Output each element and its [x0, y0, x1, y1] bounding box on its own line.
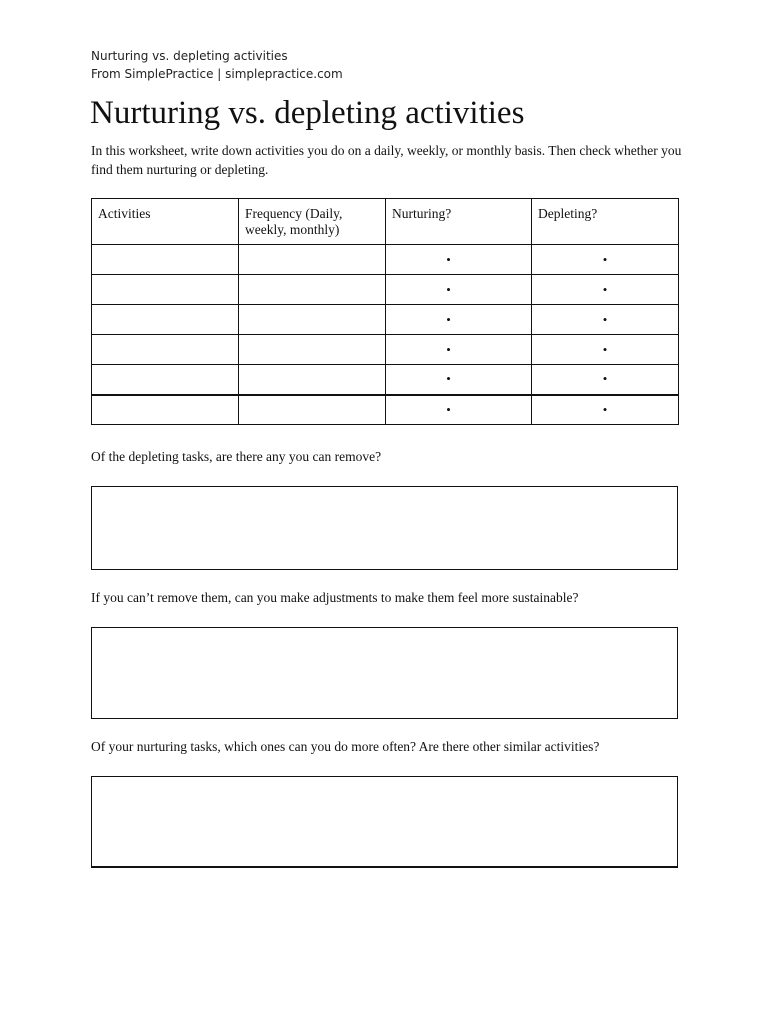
column-header-frequency: Frequency (Daily, weekly, monthly): [239, 199, 386, 245]
activity-cell[interactable]: [92, 245, 239, 275]
depleting-bullet[interactable]: •: [532, 275, 679, 305]
column-header-nurturing: Nurturing?: [386, 199, 532, 245]
activities-table: [91, 198, 679, 425]
table-row: [92, 335, 679, 365]
depleting-bullet[interactable]: •: [532, 365, 679, 395]
nurturing-bullet[interactable]: •: [386, 245, 532, 275]
activity-cell[interactable]: [92, 305, 239, 335]
table-row: [92, 305, 679, 335]
answer-box-nurturing-more[interactable]: [91, 776, 678, 868]
activity-cell[interactable]: [92, 365, 239, 395]
depleting-bullet[interactable]: •: [532, 305, 679, 335]
nurturing-bullet[interactable]: •: [386, 275, 532, 305]
nurturing-bullet[interactable]: •: [386, 335, 532, 365]
frequency-cell[interactable]: [239, 365, 386, 395]
header-title: Nurturing vs. depleting activities: [91, 49, 288, 63]
answer-box-remove-depleting[interactable]: [91, 486, 678, 570]
nurturing-bullet[interactable]: •: [386, 395, 532, 425]
frequency-cell[interactable]: [239, 335, 386, 365]
depleting-bullet[interactable]: •: [532, 335, 679, 365]
activity-cell[interactable]: [92, 275, 239, 305]
nurturing-bullet[interactable]: •: [386, 365, 532, 395]
intro-text: In this worksheet, write down activities you do on a daily, weekly, or monthly basis. Then check whether you find them nurturing or depleting.: [91, 143, 682, 177]
document-header: [91, 47, 343, 83]
frequency-cell[interactable]: [239, 245, 386, 275]
page-title: Nurturing vs. depleting activities: [90, 95, 525, 131]
table-row: [92, 365, 679, 395]
table-row: [92, 245, 679, 275]
frequency-cell[interactable]: [239, 305, 386, 335]
table-row: [92, 395, 679, 425]
question-nurturing-more: Of your nurturing tasks, which ones can you do more often? Are there other similar activities?: [91, 739, 600, 754]
activity-cell[interactable]: [92, 395, 239, 425]
depleting-bullet[interactable]: •: [532, 245, 679, 275]
header-source: From SimplePractice | simplepractice.com: [91, 67, 343, 81]
question-remove-depleting: Of the depleting tasks, are there any you can remove?: [91, 449, 382, 464]
depleting-bullet[interactable]: •: [532, 395, 679, 425]
table-row: [92, 275, 679, 305]
question-adjust-sustainable: If you can’t remove them, can you make adjustments to make them feel more sustainable?: [91, 590, 579, 605]
frequency-cell[interactable]: [239, 395, 386, 425]
table-header-row: [92, 199, 679, 245]
column-header-depleting: Depleting?: [532, 199, 679, 245]
column-header-activities: Activities: [92, 199, 239, 245]
activity-cell[interactable]: [92, 335, 239, 365]
nurturing-bullet[interactable]: •: [386, 305, 532, 335]
frequency-cell[interactable]: [239, 275, 386, 305]
answer-box-adjust-sustainable[interactable]: [91, 627, 678, 719]
